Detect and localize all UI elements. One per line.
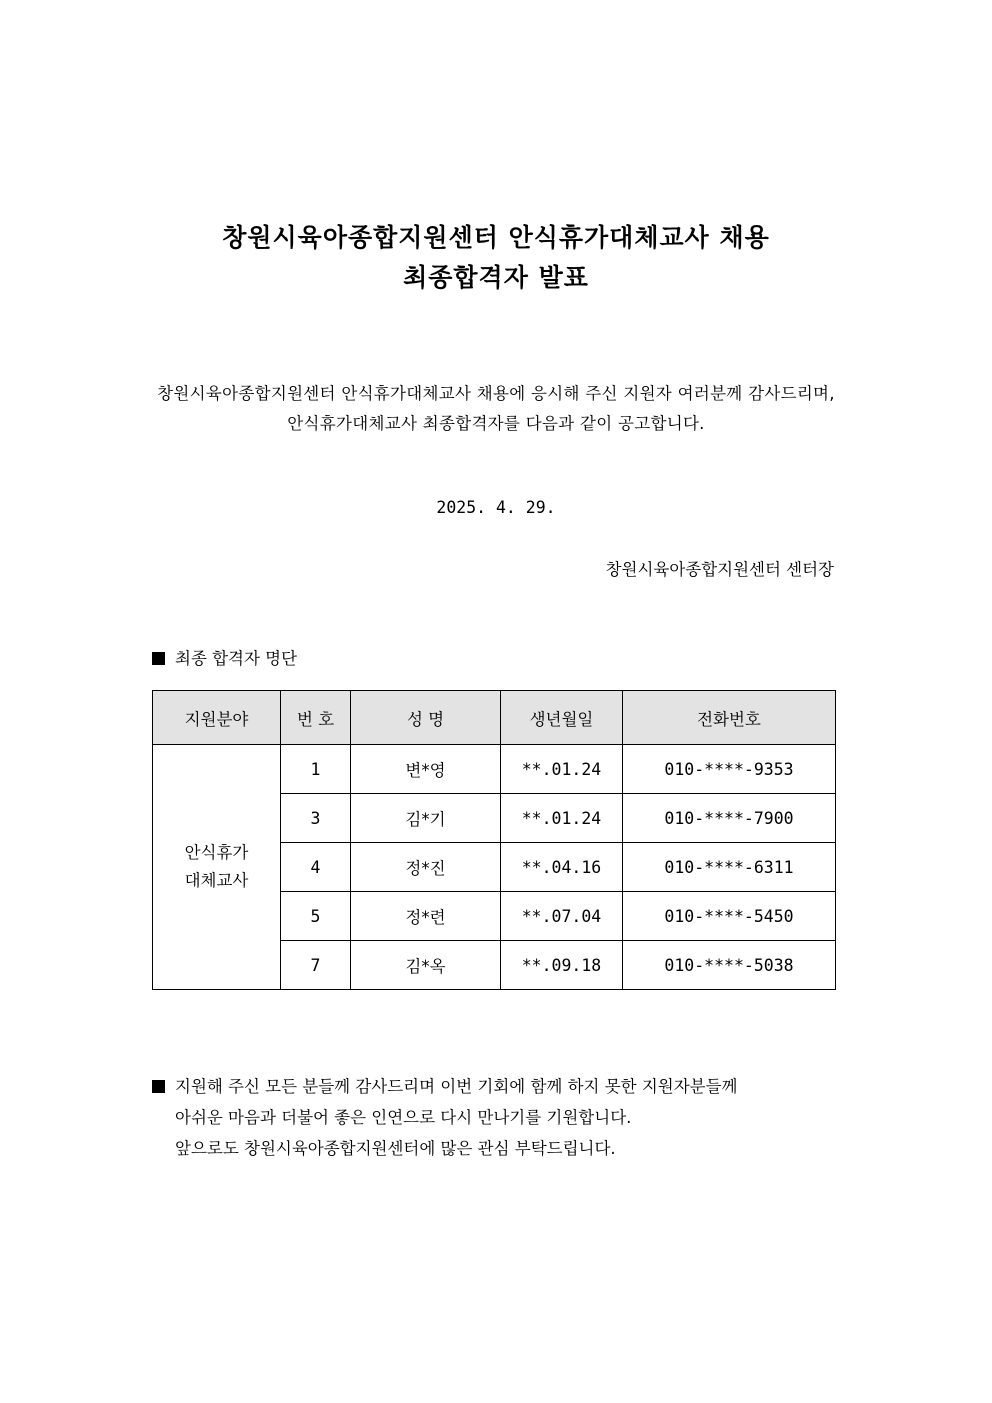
column-header-field: 지원분야 <box>153 691 281 745</box>
name-cell: 정*련 <box>351 892 501 941</box>
closing-line-1 <box>152 1071 738 1102</box>
birthdate-cell: **.07.04 <box>501 892 623 941</box>
intro-text-line-1: 창원시육아종합지원센터 안식휴가대체교사 채용에 응시해 주신 지원자 여러분께 감사드리며, <box>157 384 835 403</box>
number-cell: 3 <box>281 794 351 843</box>
phone-cell: 010-****-9353 <box>623 745 836 794</box>
column-header-phone: 전화번호 <box>623 691 836 745</box>
closing-message <box>152 1071 738 1164</box>
phone-cell: 010-****-7900 <box>623 794 836 843</box>
closing-line-1-text: 지원해 주신 모든 분들께 감사드리며 이번 기회에 함께 하지 못한 지원자분들께 <box>175 1077 738 1096</box>
birthdate-cell: **.04.16 <box>501 843 623 892</box>
field-cell <box>153 745 281 990</box>
number-cell: 4 <box>281 843 351 892</box>
closing-line-2: 아쉬운 마음과 더불어 좋은 인연으로 다시 만나기를 기원합니다. <box>175 1108 632 1127</box>
black-square-bullet-icon <box>152 652 165 665</box>
birthdate-cell: **.09.18 <box>501 941 623 990</box>
birthdate-cell: **.01.24 <box>501 745 623 794</box>
number-cell: 5 <box>281 892 351 941</box>
document-subtitle: 최종합격자 발표 <box>403 263 589 292</box>
column-header-number: 번 호 <box>281 691 351 745</box>
name-cell: 정*진 <box>351 843 501 892</box>
birthdate-cell: **.01.24 <box>501 794 623 843</box>
phone-cell: 010-****-5450 <box>623 892 836 941</box>
closing-line-3: 앞으로도 창원시육아종합지원센터에 많은 관심 부탁드립니다. <box>175 1139 616 1158</box>
document-title: 창원시육아종합지원센터 안식휴가대체교사 채용 <box>222 223 770 252</box>
final-passers-table <box>152 690 836 990</box>
column-header-birthdate: 생년월일 <box>501 691 623 745</box>
name-cell: 변*영 <box>351 745 501 794</box>
section-heading <box>152 645 297 669</box>
section-heading-label: 최종 합격자 명단 <box>175 649 298 668</box>
signer: 창원시육아종합지원센터 센터장 <box>605 560 834 579</box>
name-cell: 김*옥 <box>351 941 501 990</box>
number-cell: 7 <box>281 941 351 990</box>
phone-cell: 010-****-5038 <box>623 941 836 990</box>
intro-text-line-2: 안식휴가대체교사 최종합격자를 다음과 같이 공고합니다. <box>287 414 705 433</box>
field-line-1: 안식휴가 <box>184 843 249 862</box>
table-header-row <box>153 691 836 745</box>
field-line-2: 대체교사 <box>184 871 249 890</box>
announcement-date: 2025. 4. 29. <box>436 498 556 517</box>
black-square-bullet-icon <box>152 1080 165 1093</box>
number-cell: 1 <box>281 745 351 794</box>
name-cell: 김*기 <box>351 794 501 843</box>
table-row <box>153 745 836 794</box>
column-header-name: 성 명 <box>351 691 501 745</box>
phone-cell: 010-****-6311 <box>623 843 836 892</box>
